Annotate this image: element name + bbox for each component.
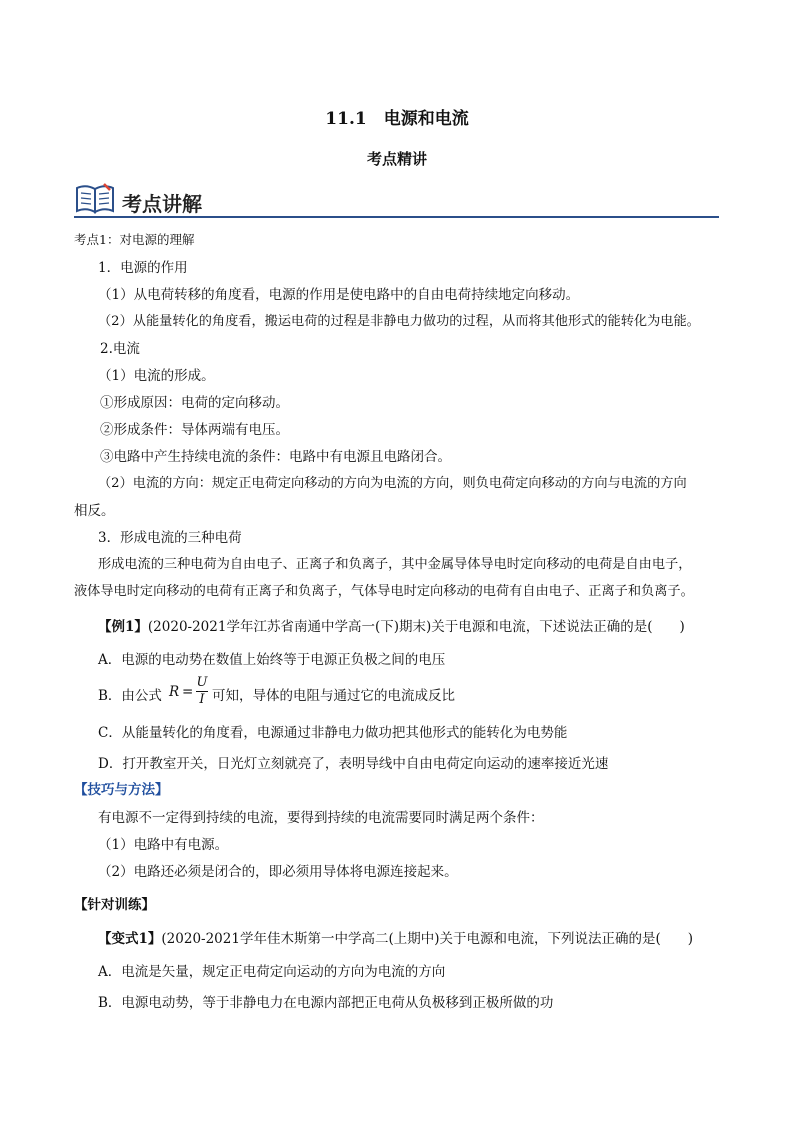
s2-paragraph-4: ③电路中产生持续电流的条件：电路中有电源且电路闭合。 <box>100 449 451 465</box>
variant-1-question <box>98 927 693 947</box>
formula-denominator: I <box>199 692 205 707</box>
kp1-heading: 考点1：对电源的理解 <box>74 232 195 247</box>
s2-paragraph-5a: （2）电流的方向：规定正电荷定向移动的方向为电流的方向，则负电荷定向移动的方向与电流的方向 <box>98 476 687 491</box>
s1-paragraph-2: （2）从能量转化的角度看，搬运电荷的过程是非静电力做功的过程，从而将其他形式的能转化为电能。 <box>98 314 700 329</box>
open-book-icon <box>74 182 118 220</box>
variant-1-option-a: A．电流是矢量，规定正电荷定向运动的方向为电流的方向 <box>98 964 446 980</box>
s2-paragraph-3: ②形成条件：导体两端有电压。 <box>100 422 289 438</box>
tips-paragraph-3: （2）电路还必须是闭合的，即必须用导体将电源连接起来。 <box>98 864 458 880</box>
s2-paragraph-5b: 相反。 <box>74 503 115 519</box>
s1-paragraph-1: （1）从电荷转移的角度看，电源的作用是使电路中的自由电荷持续地定向移动。 <box>98 287 580 303</box>
s1-heading: 1．电源的作用 <box>98 260 188 276</box>
example-1-question <box>98 615 685 635</box>
formula-lhs: R <box>169 684 180 700</box>
s2-heading: 2.电流 <box>100 341 140 357</box>
page-title: 11.1 电源和电流 <box>325 109 469 129</box>
s3-paragraph-1b: 液体导电时定向移动的电荷有正离子和负离子，气体导电时定向移动的电荷有自由电子、正离子和负离子。 <box>74 584 694 599</box>
variant-1-option-b: B．电源电动势，等于非静电力在电源内部把正电荷从负极移到正极所做的功 <box>98 995 554 1011</box>
page-subtitle: 考点精讲 <box>366 150 427 168</box>
formula-fraction <box>196 676 208 707</box>
formula-numerator: U <box>196 675 208 690</box>
example-1-text: (2020-2021学年江苏省南通中学高一(下)期末)关于电源和电流，下述说法正确的是( ) <box>147 619 685 635</box>
banner-rule <box>74 216 719 218</box>
s2-paragraph-2: ①形成原因：电荷的定向移动。 <box>100 395 289 411</box>
formula-equals: = <box>182 684 194 700</box>
s3-paragraph-1a: 形成电流的三种电荷为自由电子、正离子和负离子，其中金属导体导电时定向移动的电荷是自由电子， <box>98 557 692 572</box>
example-1-label: 【例1】 <box>98 619 148 635</box>
variant-1-label: 【变式1】 <box>98 931 162 947</box>
tips-paragraph-2: （1）电路中有电源。 <box>98 837 229 853</box>
example-1-option-b-prefix: B．由公式 <box>98 688 162 704</box>
s2-paragraph-1: （1）电流的形成。 <box>98 368 215 384</box>
s3-heading: 3．形成电流的三种电荷 <box>98 530 242 546</box>
variant-1-text: (2020-2021学年佳木斯第一中学高二(上期中)关于电源和电流，下列说法正确的是( ) <box>161 931 694 947</box>
example-1-option-b-text: 可知，导体的电阻与通过它的电流成反比 <box>212 688 455 704</box>
section-banner: 考点讲解 <box>122 192 202 216</box>
example-1-option-a: A．电源的电动势在数值上始终等于电源正负极之间的电压 <box>98 652 446 668</box>
training-heading: 【针对训练】 <box>74 897 155 913</box>
tips-heading: 【技巧与方法】 <box>74 782 169 798</box>
tips-paragraph-1: 有电源不一定得到持续的电流，要得到持续的电流需要同时满足两个条件： <box>98 810 544 826</box>
example-1-option-c: C．从能量转化的角度看，电源通过非静电力做功把其他形式的能转化为电势能 <box>98 725 568 741</box>
example-1-option-d: D．打开教室开关，日光灯立刻就亮了，表明导线中自由电荷定向运动的速率接近光速 <box>98 756 609 772</box>
